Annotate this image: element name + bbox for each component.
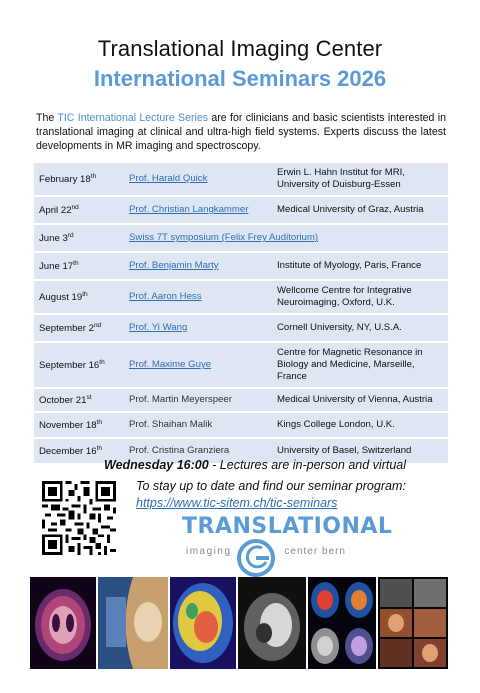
knee-scan-image — [98, 577, 168, 669]
table-row — [34, 389, 448, 411]
table-row — [34, 225, 448, 251]
table-row — [34, 281, 448, 313]
date-cell: June 17th — [34, 253, 125, 279]
speaker-name: Prof. Cristina Granziera — [125, 439, 273, 463]
date-cell: June 3rd — [34, 225, 125, 251]
institution-cell: Centre for Magnetic Resonance in Biology and Medicine, Marseille, France — [273, 343, 448, 387]
spine-scan-image — [378, 577, 448, 669]
tic-logo-wordmark: TRANSLATIONAL — [182, 514, 393, 539]
mri-image-strip — [30, 577, 448, 669]
date-cell: April 22nd — [34, 197, 125, 223]
speaker-link[interactable]: Prof. Christian Langkammer — [125, 197, 273, 223]
speaker-link[interactable]: Prof. Benjamin Marty — [125, 253, 273, 279]
tissue-map-image — [170, 577, 236, 669]
table-row — [34, 315, 448, 341]
intro-paragraph: The TIC International Lecture Series are for clinicians and basic scientists interested in translational imaging at clinical and ultra-high field systems. Experts discuss the latest developments in MR imaging and spectroscopy. — [36, 112, 446, 152]
date-cell: December 16th — [34, 439, 125, 463]
speaker-link[interactable]: Prof. Maxime Guye — [125, 343, 273, 387]
symposium-link[interactable]: Swiss 7T symposium (Felix Frey Auditorium) — [125, 225, 448, 251]
institution-cell: Institute of Myology, Paris, France — [273, 253, 448, 279]
institution-cell: Kings College London, U.K. — [273, 413, 448, 437]
institution-cell: Medical University of Vienna, Austria — [273, 389, 448, 411]
speaker-name: Prof. Shaihan Malik — [125, 413, 273, 437]
institution-cell: Cornell University, NY, U.S.A. — [273, 315, 448, 341]
institution-cell: Erwin L. Hahn Institut for MRI, University of Duisburg-Essen — [273, 163, 448, 195]
series-name: TIC International Lecture Series — [57, 112, 209, 124]
brain-grid-image — [308, 577, 376, 669]
lecture-time-note: Wednesday 16:00 - Lectures are in-person and virtual — [104, 458, 407, 472]
speaker-name: Prof. Martin Meyerspeer — [125, 389, 273, 411]
table-row — [34, 163, 448, 195]
date-cell: February 18th — [34, 163, 125, 195]
tic-logo-gear-icon — [232, 538, 280, 578]
speaker-link[interactable]: Prof. Harald Quick — [125, 163, 273, 195]
tic-logo-subtitle: imaging center bern — [186, 546, 346, 557]
seminar-program-link[interactable]: https://www.tic-sitem.ch/tic-seminars — [136, 496, 338, 510]
institution-cell: Wellcome Centre for Integrative Neuroimaging, Oxford, U.K. — [273, 281, 448, 313]
date-cell: August 19th — [34, 281, 125, 313]
qr-code-icon[interactable] — [42, 481, 116, 555]
date-cell: November 18th — [34, 413, 125, 437]
speaker-link[interactable]: Prof. Aaron Hess — [125, 281, 273, 313]
institution-cell: University of Basel, Switzerland — [273, 439, 448, 463]
brain-scan-image — [30, 577, 96, 669]
schedule-table — [34, 161, 448, 465]
table-row — [34, 197, 448, 223]
cardiac-scan-image — [238, 577, 306, 669]
date-cell: September 2nd — [34, 315, 125, 341]
table-row — [34, 253, 448, 279]
table-row — [34, 413, 448, 437]
date-cell: September 16th — [34, 343, 125, 387]
poster-subtitle: International Seminars 2026 — [93, 66, 387, 91]
institution-cell: Medical University of Graz, Austria — [273, 197, 448, 223]
table-row — [34, 343, 448, 387]
poster-title: Translational Imaging Center — [97, 36, 383, 61]
stay-updated-note: To stay up to date and find our seminar program: https://www.tic-sitem.ch/tic-seminars — [136, 479, 406, 510]
date-cell: October 21st — [34, 389, 125, 411]
speaker-link[interactable]: Prof. Yi Wang — [125, 315, 273, 341]
